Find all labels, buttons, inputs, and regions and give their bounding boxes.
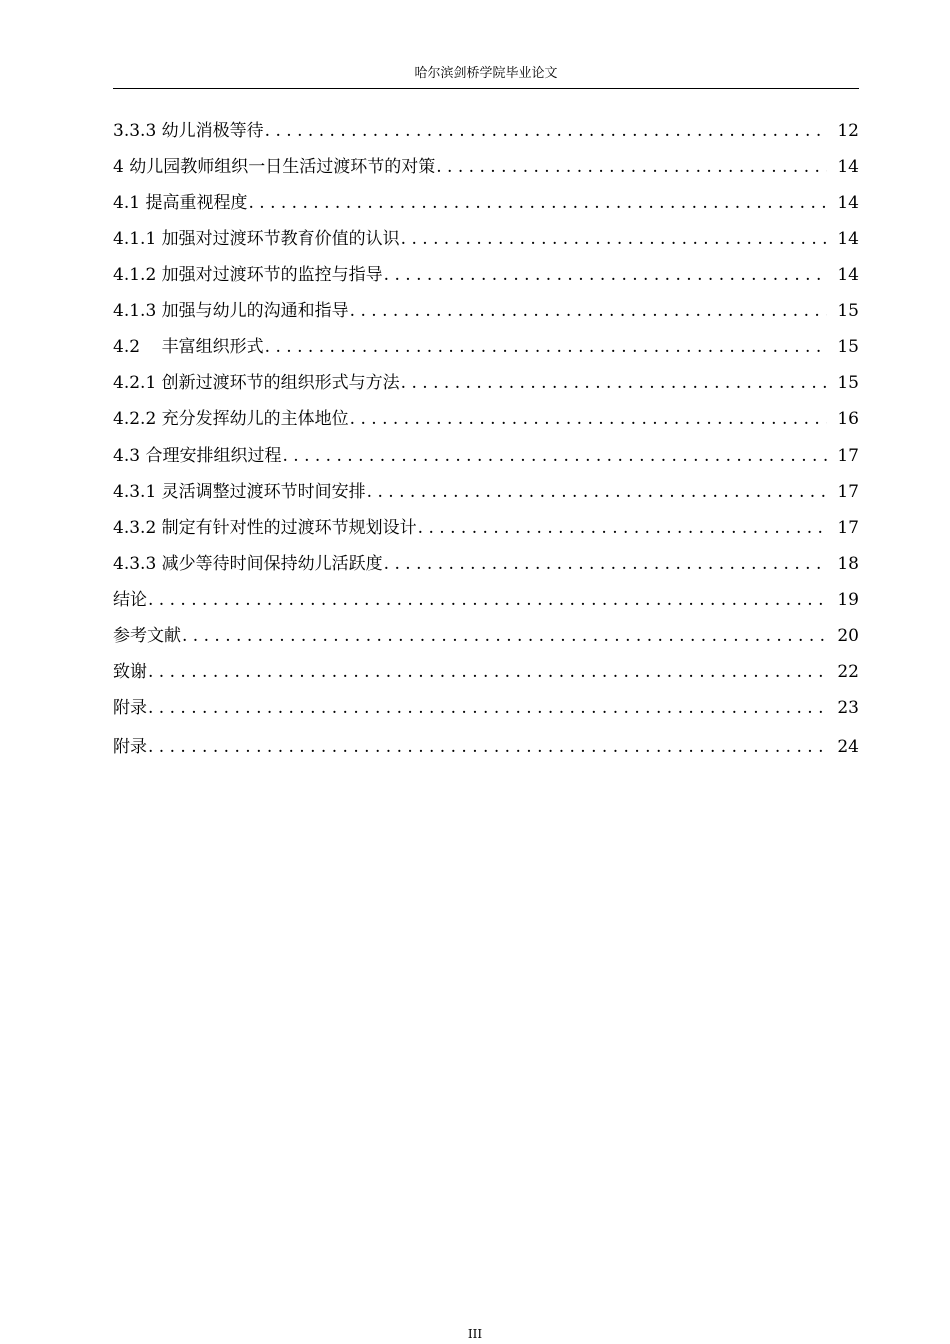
toc-entry-title: 4 幼儿园教师组织一日生活过渡环节的对策 bbox=[113, 157, 436, 177]
toc-entry-title: 4.2.2 充分发挥幼儿的主体地位 bbox=[113, 409, 349, 429]
toc-entry-title: 4.3.2 制定有针对性的过渡环节规划设计 bbox=[113, 518, 417, 538]
toc-entry[interactable] bbox=[113, 155, 859, 179]
toc-leader-dots bbox=[367, 480, 827, 504]
toc-entry-title: 4.3.1 灵活调整过渡环节时间安排 bbox=[113, 482, 366, 502]
toc-entry-title: 附录 bbox=[113, 698, 147, 718]
toc-entry[interactable] bbox=[113, 407, 859, 431]
toc-entry-page: 16 bbox=[837, 409, 859, 429]
toc-entry-title: 4.1.1 加强对过渡环节教育价值的认识 bbox=[113, 229, 400, 249]
toc-leader-dots bbox=[148, 735, 827, 759]
toc-entry-page: 24 bbox=[837, 737, 859, 757]
toc-leader-dots bbox=[182, 624, 827, 648]
toc-entry[interactable] bbox=[113, 660, 859, 684]
toc-leader-dots bbox=[401, 371, 827, 395]
toc-entry-page: 14 bbox=[837, 229, 859, 249]
toc-leader-dots bbox=[350, 407, 827, 431]
toc-entry[interactable] bbox=[113, 191, 859, 215]
toc-entry[interactable] bbox=[113, 624, 859, 648]
toc-entry-page: 22 bbox=[837, 662, 859, 682]
toc-entry-page: 17 bbox=[837, 518, 859, 538]
toc-entry[interactable] bbox=[113, 516, 859, 540]
page-number: III bbox=[467, 1327, 483, 1341]
toc-leader-dots bbox=[282, 444, 827, 468]
toc-entry-page: 15 bbox=[837, 301, 859, 321]
toc-entry-page: 20 bbox=[837, 626, 859, 646]
toc-entry[interactable] bbox=[113, 480, 859, 504]
toc-entry-title: 4.2.1 创新过渡环节的组织形式与方法 bbox=[113, 373, 400, 393]
toc-entry[interactable] bbox=[113, 735, 859, 759]
toc-entry-title: 4.3.3 减少等待时间保持幼儿活跃度 bbox=[113, 554, 383, 574]
toc-entry-title: 附录 bbox=[113, 737, 147, 757]
toc-entry[interactable] bbox=[113, 335, 859, 359]
toc-entry-page: 14 bbox=[837, 157, 859, 177]
toc-entry-title: 致谢 bbox=[113, 662, 147, 682]
toc-entry-title: 4.1.2 加强对过渡环节的监控与指导 bbox=[113, 265, 383, 285]
toc-entry[interactable] bbox=[113, 119, 859, 143]
toc-entry-page: 15 bbox=[837, 337, 859, 357]
toc-leader-dots bbox=[350, 299, 827, 323]
toc-entry-page: 15 bbox=[837, 373, 859, 393]
toc-entry-page: 19 bbox=[837, 590, 859, 610]
toc-entry-page: 12 bbox=[837, 121, 859, 141]
toc-leader-dots bbox=[384, 263, 827, 287]
toc-entry-page: 18 bbox=[837, 554, 859, 574]
toc-entry-page: 23 bbox=[837, 698, 859, 718]
toc-entry-title: 结论 bbox=[113, 590, 147, 610]
toc-entry-title: 4.1 提高重视程度 bbox=[113, 193, 248, 213]
toc-entry[interactable] bbox=[113, 299, 859, 323]
toc-entry-page: 14 bbox=[837, 265, 859, 285]
toc-leader-dots bbox=[148, 696, 827, 720]
toc-entry[interactable] bbox=[113, 371, 859, 395]
toc-entry-page: 17 bbox=[837, 482, 859, 502]
toc-entry-title: 4.1.3 加强与幼儿的沟通和指导 bbox=[113, 301, 349, 321]
toc-leader-dots bbox=[418, 516, 827, 540]
toc-leader-dots bbox=[401, 227, 827, 251]
toc-entry-title: 4.3 合理安排组织过程 bbox=[113, 446, 282, 466]
toc-leader-dots bbox=[384, 552, 827, 576]
header-divider bbox=[113, 88, 859, 89]
toc-leader-dots bbox=[248, 191, 827, 215]
toc-entry[interactable] bbox=[113, 696, 859, 720]
toc-leader-dots bbox=[148, 660, 827, 684]
toc-entry[interactable] bbox=[113, 227, 859, 251]
toc-entry-title: 参考文献 bbox=[113, 626, 181, 646]
toc-entry[interactable] bbox=[113, 444, 859, 468]
toc-leader-dots bbox=[148, 588, 827, 612]
page-header-title: 哈尔滨剑桥学院毕业论文 bbox=[414, 66, 558, 81]
toc-leader-dots bbox=[265, 119, 827, 143]
toc-entry[interactable] bbox=[113, 263, 859, 287]
toc-entry-page: 17 bbox=[837, 446, 859, 466]
toc-entry[interactable] bbox=[113, 588, 859, 612]
toc-entry-title: 3.3.3 幼儿消极等待 bbox=[113, 121, 264, 141]
toc-entry-page: 14 bbox=[837, 193, 859, 213]
toc-entry[interactable] bbox=[113, 552, 859, 576]
toc-leader-dots bbox=[436, 155, 827, 179]
toc-entry-title: 4.2 丰富组织形式 bbox=[113, 337, 264, 357]
toc-leader-dots bbox=[265, 335, 827, 359]
